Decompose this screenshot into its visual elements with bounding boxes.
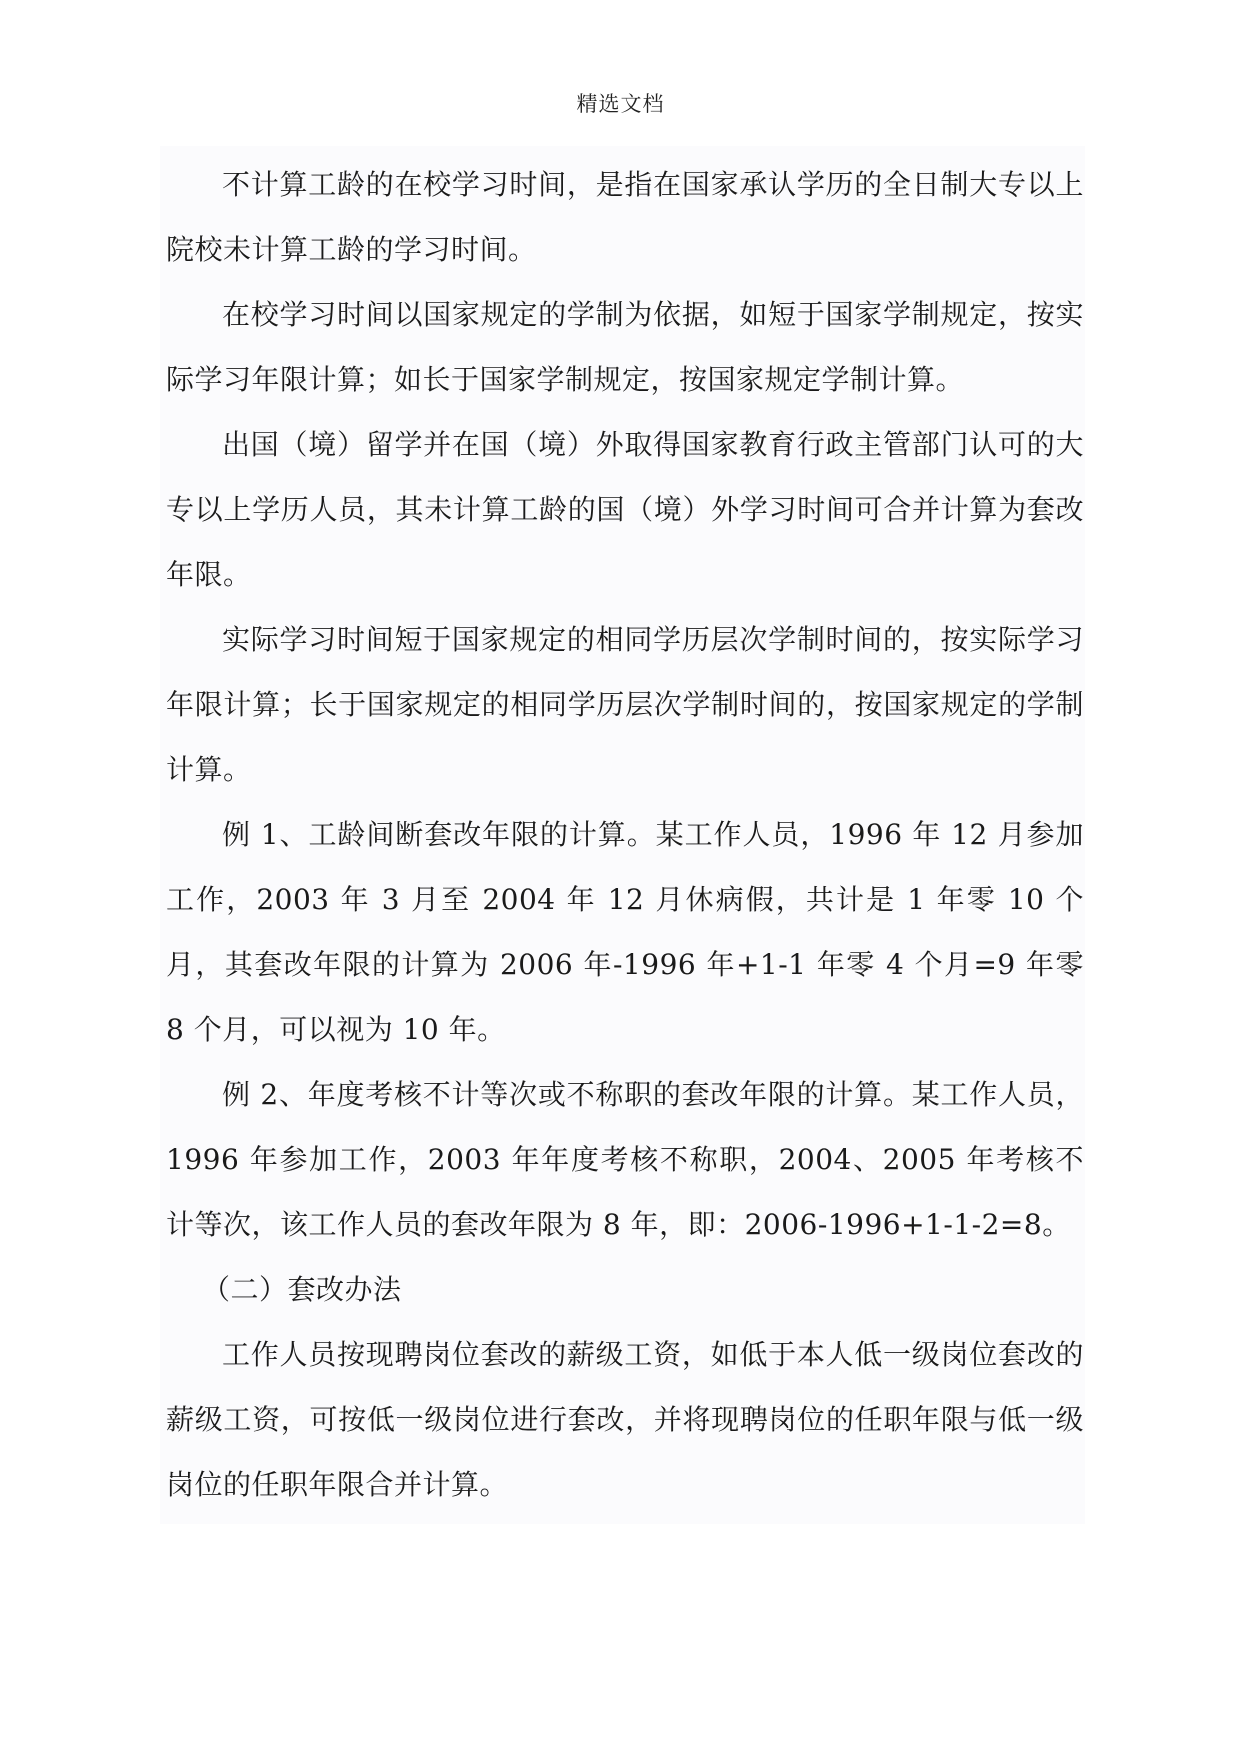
- paragraph-school-system: 在校学习时间以国家规定的学制为依据，如短于国家学制规定，按实际学习年限计算；如长于国家学制规定，按国家规定学制计算。: [166, 298, 1084, 396]
- paragraph-actual-study: 实际学习时间短于国家规定的相同学历层次学制时间的，按实际学习年限计算；长于国家规定的相同学历层次学制时间的，按国家规定的学制计算。: [166, 623, 1084, 786]
- paragraph-overseas-study: 出国（境）留学并在国（境）外取得国家教育行政主管部门认可的大专以上学历人员，其未计算工龄的国（境）外学习时间可合并计算为套改年限。: [166, 428, 1084, 591]
- section-heading: （二）套改办法: [202, 1273, 402, 1306]
- page-header: 精选文档: [576, 92, 665, 116]
- document-body: [166, 152, 1084, 1517]
- paragraph-example-1: 例 1、工龄间断套改年限的计算。某工作人员，1996 年 12 月参加工作，2003 年 3 月至 2004 年 12 月休病假，共计是 1 年零 10 个月，其套改年限的计算为 2006 年-1996 年+1-1 年零 4 个月=9 年零 8 个月，可以视为 10 年。: [166, 818, 1084, 1046]
- paragraph-study-time: 不计算工龄的在校学习时间，是指在国家承认学历的全日制大专以上院校未计算工龄的学习时间。: [166, 168, 1084, 266]
- paragraph-example-2: 例 2、年度考核不计等次或不称职的套改年限的计算。某工作人员，1996 年参加工作，2003 年年度考核不称职，2004、2005 年考核不计等次，该工作人员的套改年限为 8 年，即：2006-1996+1-1-2=8。: [166, 1078, 1084, 1241]
- paragraph-method: 工作人员按现聘岗位套改的薪级工资，如低于本人低一级岗位套改的薪级工资，可按低一级岗位进行套改，并将现聘岗位的任职年限与低一级岗位的任职年限合并计算。: [166, 1338, 1084, 1501]
